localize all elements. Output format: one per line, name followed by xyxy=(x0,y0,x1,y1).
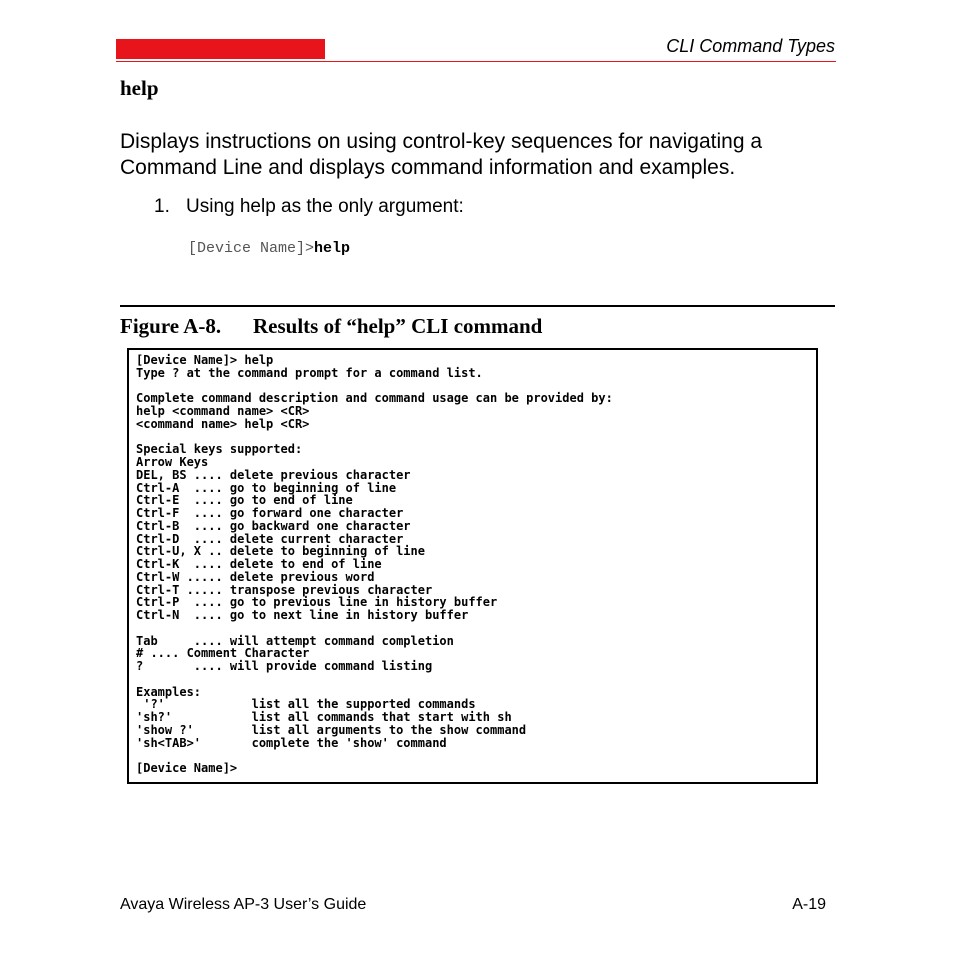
terminal-line: Tab .... will attempt command completion xyxy=(136,633,454,648)
terminal-line: Ctrl-A .... go to beginning of line xyxy=(136,480,397,495)
terminal-line: Arrow Keys xyxy=(136,455,209,469)
code-example xyxy=(188,240,350,257)
terminal-line: # .... Comment Character xyxy=(136,646,310,661)
terminal-line: 'show ?' list all arguments to the show command xyxy=(136,722,527,737)
step-text: Using help as the only argument: xyxy=(186,196,464,217)
terminal-line: Ctrl-B .... go backward one character xyxy=(136,518,411,533)
terminal-line: Ctrl-F .... go forward one character xyxy=(136,506,404,520)
terminal-line: Ctrl-U, X .. delete to beginning of line xyxy=(136,544,425,559)
terminal-line: '?' list all the supported commands xyxy=(136,697,476,712)
terminal-line: Ctrl-K .... delete to end of line xyxy=(136,557,382,571)
figure-label: Figure A-8. xyxy=(120,314,222,338)
terminal-line: ? .... will provide command listing xyxy=(136,659,433,673)
terminal-line: 'sh?' list all commands that start with sh xyxy=(136,710,512,724)
terminal-output xyxy=(136,354,613,775)
terminal-line: help <command name> <CR> xyxy=(136,404,310,418)
code-prompt: [Device Name]> xyxy=(188,240,315,257)
section-title: help xyxy=(120,76,159,100)
terminal-line: Ctrl-D .... delete current character xyxy=(136,531,404,546)
terminal-line: Examples: xyxy=(136,684,202,699)
section-description: Displays instructions on using control-key sequences for navigating a Command Line and displays command information and examples. xyxy=(120,130,763,179)
header-accent-bar xyxy=(116,39,325,59)
terminal-line: <command name> help <CR> xyxy=(136,416,310,431)
terminal-line: 'sh<TAB>' complete the 'show' command xyxy=(136,735,447,750)
terminal-line: Special keys supported: xyxy=(136,442,303,457)
figure-caption-text: Results of “help” CLI command xyxy=(253,314,543,338)
terminal-line: Complete command description and command usage can be provided by: xyxy=(136,391,613,406)
figure-caption xyxy=(120,314,542,339)
terminal-line: Ctrl-P .... go to previous line in history buffer xyxy=(136,595,498,610)
terminal-line: [Device Name]> help xyxy=(136,353,274,367)
step-item xyxy=(154,196,464,218)
terminal-screenshot xyxy=(127,348,818,784)
terminal-line: [Device Name]> xyxy=(136,761,238,775)
terminal-line: Ctrl-N .... go to next line in history buffer xyxy=(136,608,469,622)
footer-page-number: A-19 xyxy=(792,896,826,913)
header-rule xyxy=(116,61,836,62)
code-command: help xyxy=(314,240,351,257)
terminal-line: Ctrl-E .... go to end of line xyxy=(136,493,353,508)
terminal-line: Ctrl-W ..... delete previous word xyxy=(136,569,375,584)
terminal-line: DEL, BS .... delete previous character xyxy=(136,467,411,482)
terminal-line: Ctrl-T ..... transpose previous character xyxy=(136,582,433,597)
footer-guide-title: Avaya Wireless AP-3 User’s Guide xyxy=(120,896,367,913)
running-header-title: CLI Command Types xyxy=(666,36,835,56)
terminal-line: Type ? at the command prompt for a command list. xyxy=(136,365,483,380)
figure-rule xyxy=(120,305,835,307)
step-number: 1. xyxy=(154,196,170,217)
